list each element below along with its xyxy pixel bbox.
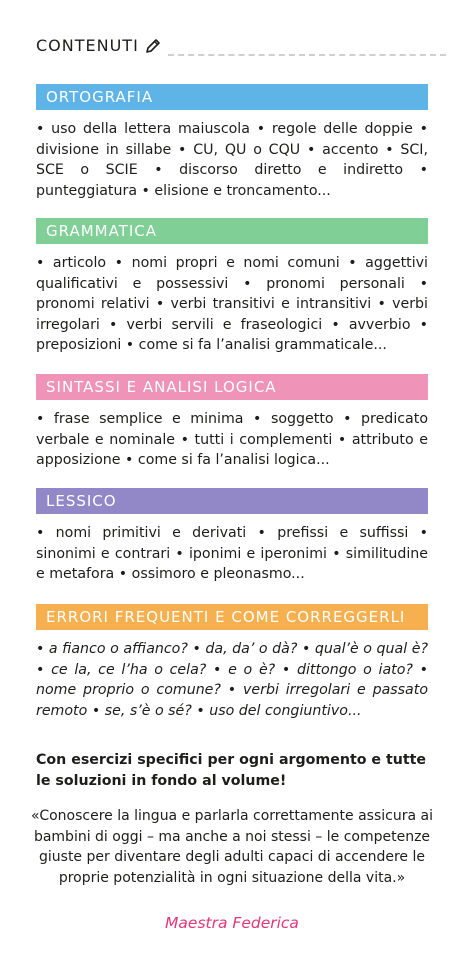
- section-title-band: LESSICO: [36, 488, 428, 514]
- section-lessico: [36, 488, 428, 585]
- pencil-icon: [145, 38, 161, 54]
- section-topics: • a fianco o affianco? • da, da’ o dà? • qual’è o qual è? • ce la, ce l’ha o cela? • e o è? • dittongo o iato? • nome proprio o comune? • verbi irregolari e passato remoto • se, s’è o sé? • uso del congiuntivo...: [36, 641, 428, 719]
- section-sintassi: [36, 374, 428, 471]
- section-title-band: ERRORI FREQUENTI E COME CORREGGERLI: [36, 604, 428, 630]
- contents-title: CONTENUTI: [36, 36, 139, 55]
- section-ortografia: [36, 84, 428, 201]
- section-topics: • frase semplice e minima • soggetto • predicato verbale e nominale • tutti i complementi • attributo e apposizione • come si fa l’analisi logica...: [36, 411, 428, 469]
- exercises-note: Con esercizi specifici per ogni argomento e tutte le soluzioni in fondo al volume!: [36, 752, 427, 789]
- section-topics: • nomi primitivi e derivati • prefissi e suffissi • sinonimi e contrari • iponimi e iperonimi • similitudine e metafora • ossimoro e pleonasmo...: [36, 525, 428, 583]
- section-grammatica: [36, 218, 428, 356]
- header-divider: [168, 54, 446, 56]
- section-errori: [36, 604, 428, 721]
- section-title-band: GRAMMATICA: [36, 218, 428, 244]
- author-signature: Maestra Federica: [165, 914, 299, 932]
- section-topics: • articolo • nomi propri e nomi comuni • aggettivi qualificativi e possessivi • pronomi personali • pronomi relativi • verbi transitivi e intransitivi • verbi irregolari • verbi servili e fraseologici • avverbio • preposizioni • come si fa l’analisi grammaticale...: [36, 255, 428, 354]
- author-quote: «Conoscere la lingua e parlarla correttamente assicura ai bambini di oggi – ma anche a noi stessi – le competenze giuste per diventare degli adulti capaci di accendere le proprie potenzialità in ogni situazione della vita.»: [31, 808, 433, 886]
- section-topics: • uso della lettera maiuscola • regole delle doppie • divisione in sillabe • CU, QU o CQU • accento • SCI, SCE o SCIE • discorso diretto e indiretto • punteggiatura • elisione e troncamento...: [36, 121, 428, 199]
- contents-header: [36, 36, 161, 55]
- section-title-band: SINTASSI E ANALISI LOGICA: [36, 374, 428, 400]
- section-title-band: ORTOGRAFIA: [36, 84, 428, 110]
